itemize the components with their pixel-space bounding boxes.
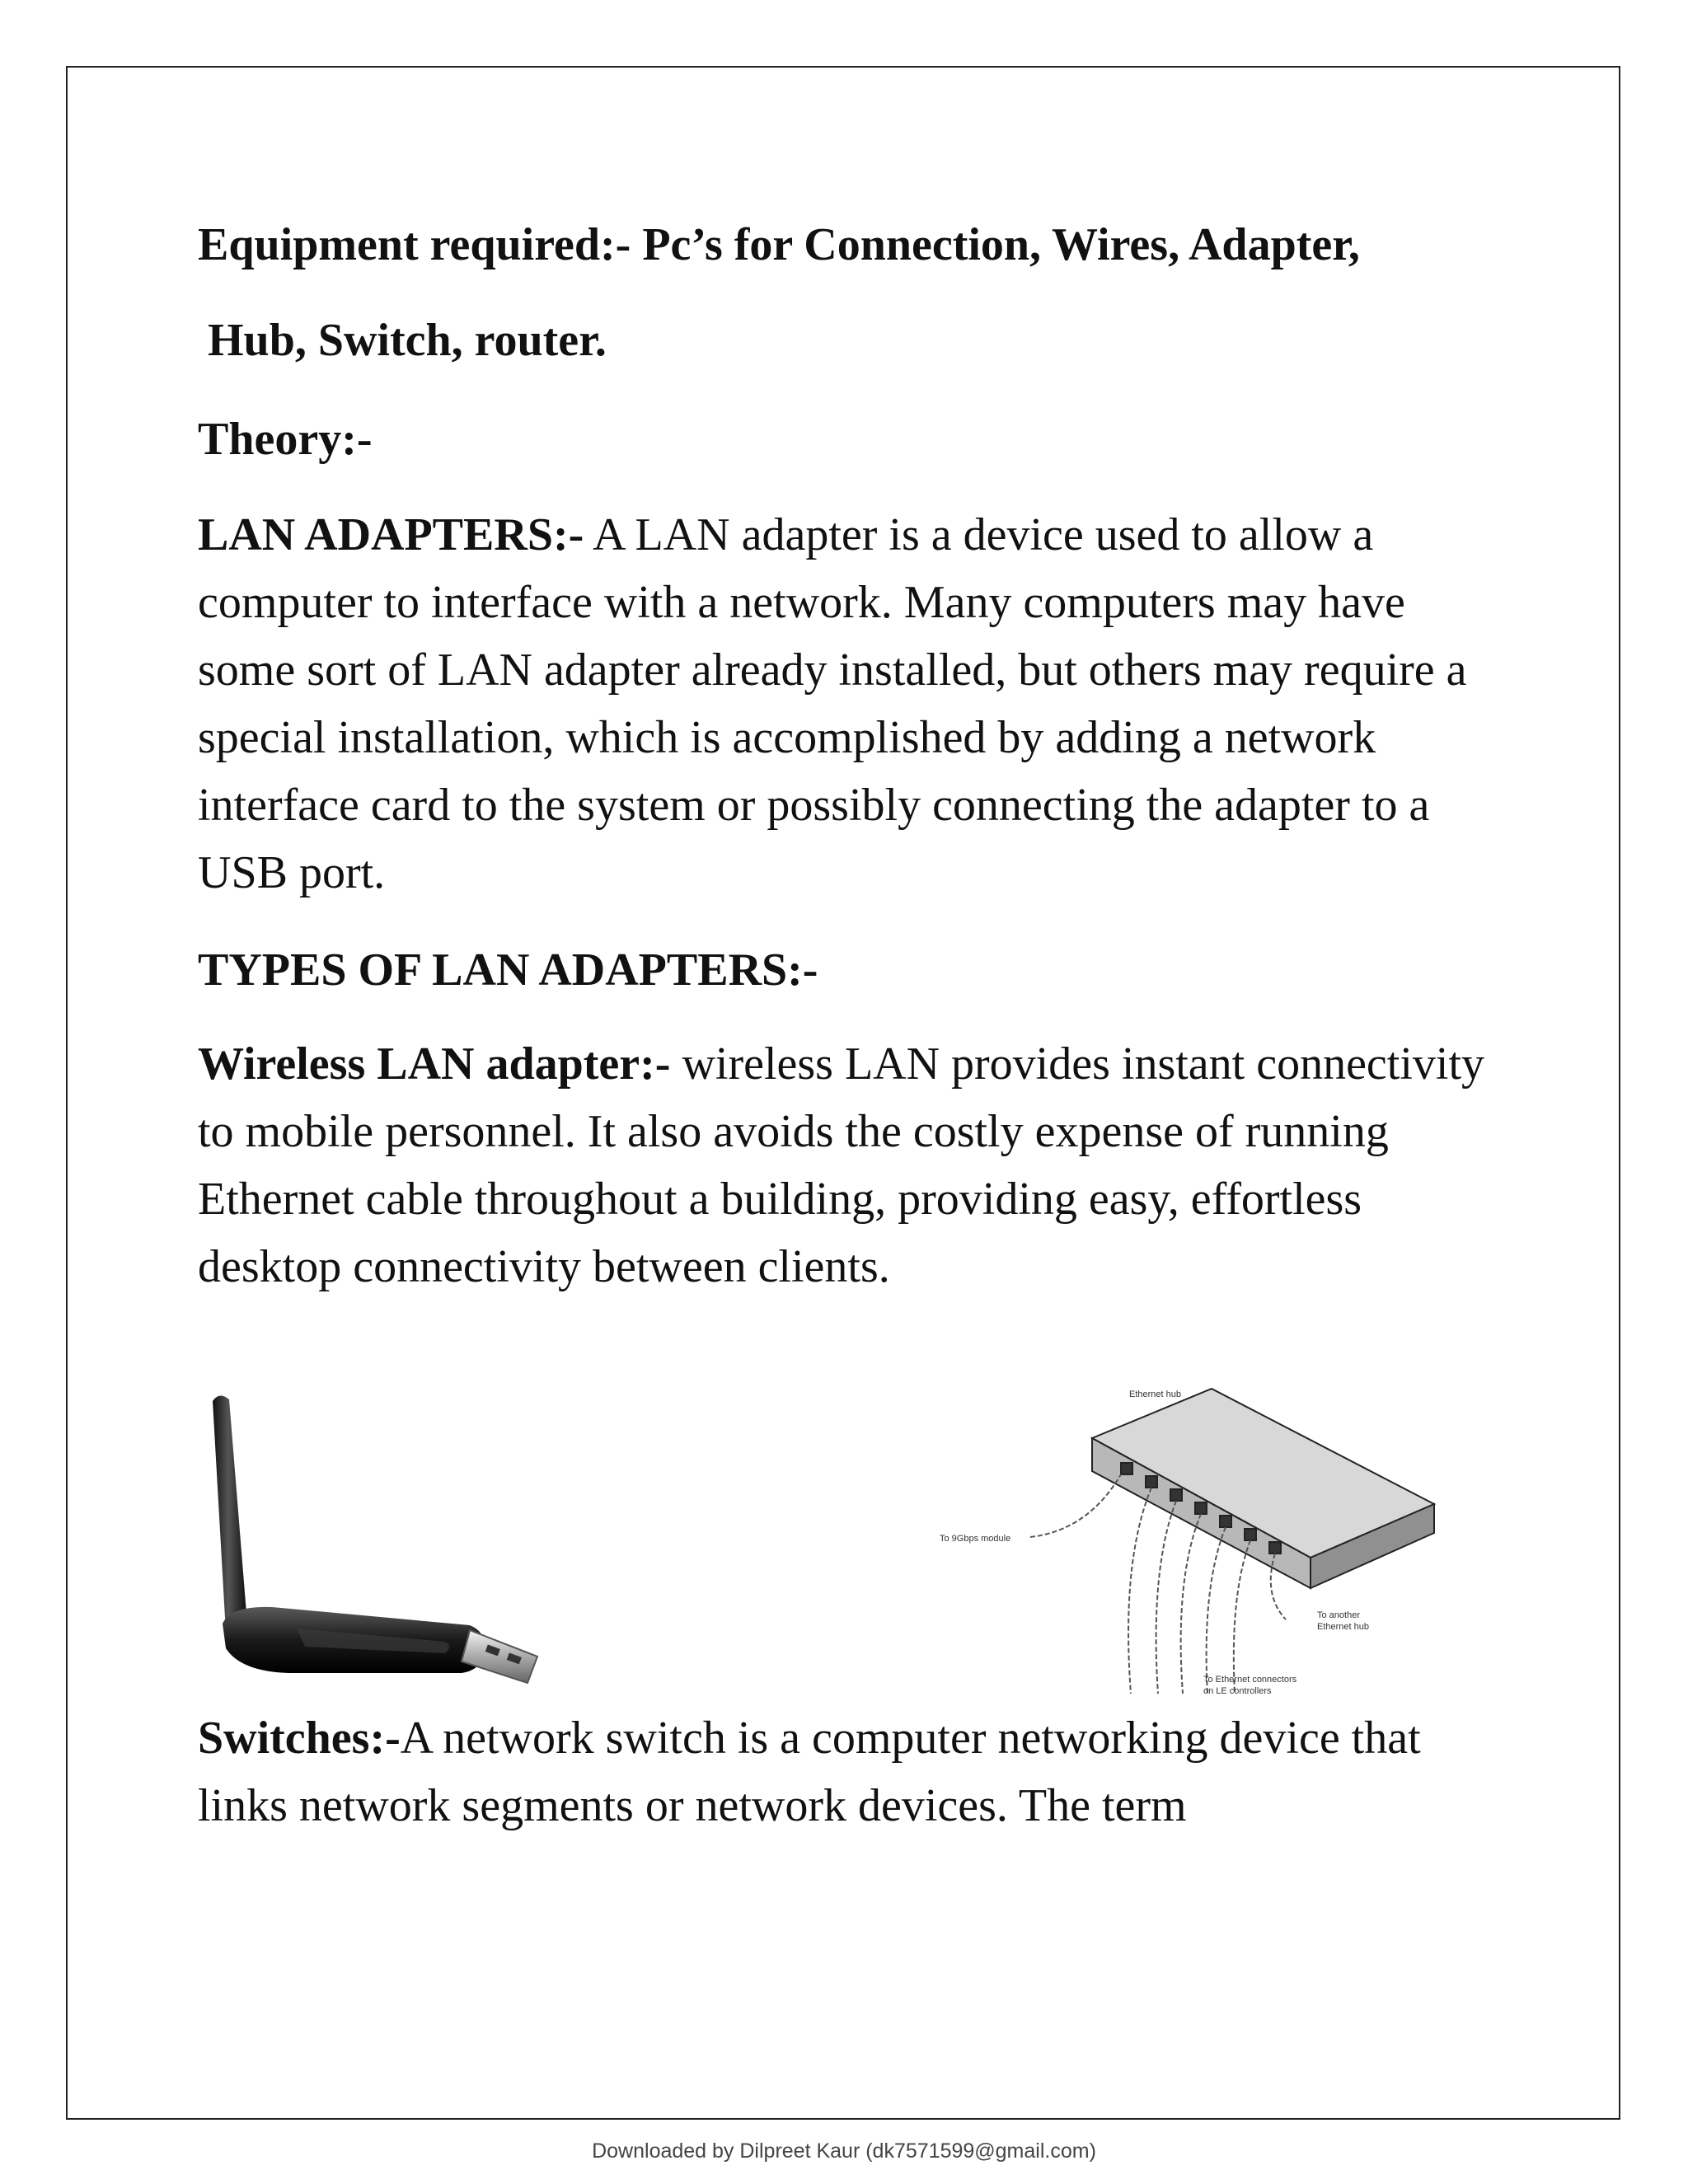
lan-adapters-label: LAN ADAPTERS:- — [198, 509, 584, 560]
switches-label: Switches:- — [198, 1713, 401, 1764]
wireless-text: wireless LAN provides instant connectivity to mobile personnel. It also avoids the costly expense of running Ethernet cable throughout a building, providing easy, effortless desktop connectivity between clients. — [198, 1038, 1485, 1292]
wireless-paragraph — [198, 1030, 1500, 1301]
hub-label-right-2: Ethernet hub — [1317, 1622, 1369, 1632]
types-heading: TYPES OF LAN ADAPTERS:- — [198, 944, 818, 996]
hub-label-right-1: To another — [1317, 1610, 1360, 1620]
theory-heading: Theory:- — [198, 414, 373, 465]
hub-label-bottom-2: on LE controllers — [1203, 1686, 1272, 1696]
usb-wireless-adapter-image — [198, 1385, 552, 1722]
equipment-line-1: Equipment required:- Pc’s for Connection, Wires, Adapter, — [198, 219, 1360, 270]
wireless-label: Wireless LAN adapter:- — [198, 1038, 671, 1090]
ethernet-hub-diagram — [923, 1372, 1459, 1702]
equipment-line-2: Hub, Switch, router. — [208, 315, 607, 366]
lan-adapters-text: A LAN adapter is a device used to allow a computer to interface with a network. Many computers may have some sort of LAN adapter already installed, but others may require a special installation, which is accomplished by adding a network interface card to the system or possibly connecting the adapter to a USB port. — [198, 509, 1467, 898]
switches-text: A network switch is a computer networking device that links network segments or network devices. The term — [198, 1713, 1421, 1831]
hub-label-top: Ethernet hub — [1129, 1390, 1181, 1399]
hub-label-bottom-1: To Ethernet connectors — [1203, 1675, 1297, 1685]
switches-paragraph — [198, 1704, 1500, 1840]
lan-adapters-paragraph — [198, 501, 1500, 907]
footer-download-notice: Downloaded by Dilpreet Kaur (dk7571599@gmail.com) — [592, 2139, 1096, 2163]
hub-label-left: To 9Gbps module — [940, 1534, 1011, 1544]
